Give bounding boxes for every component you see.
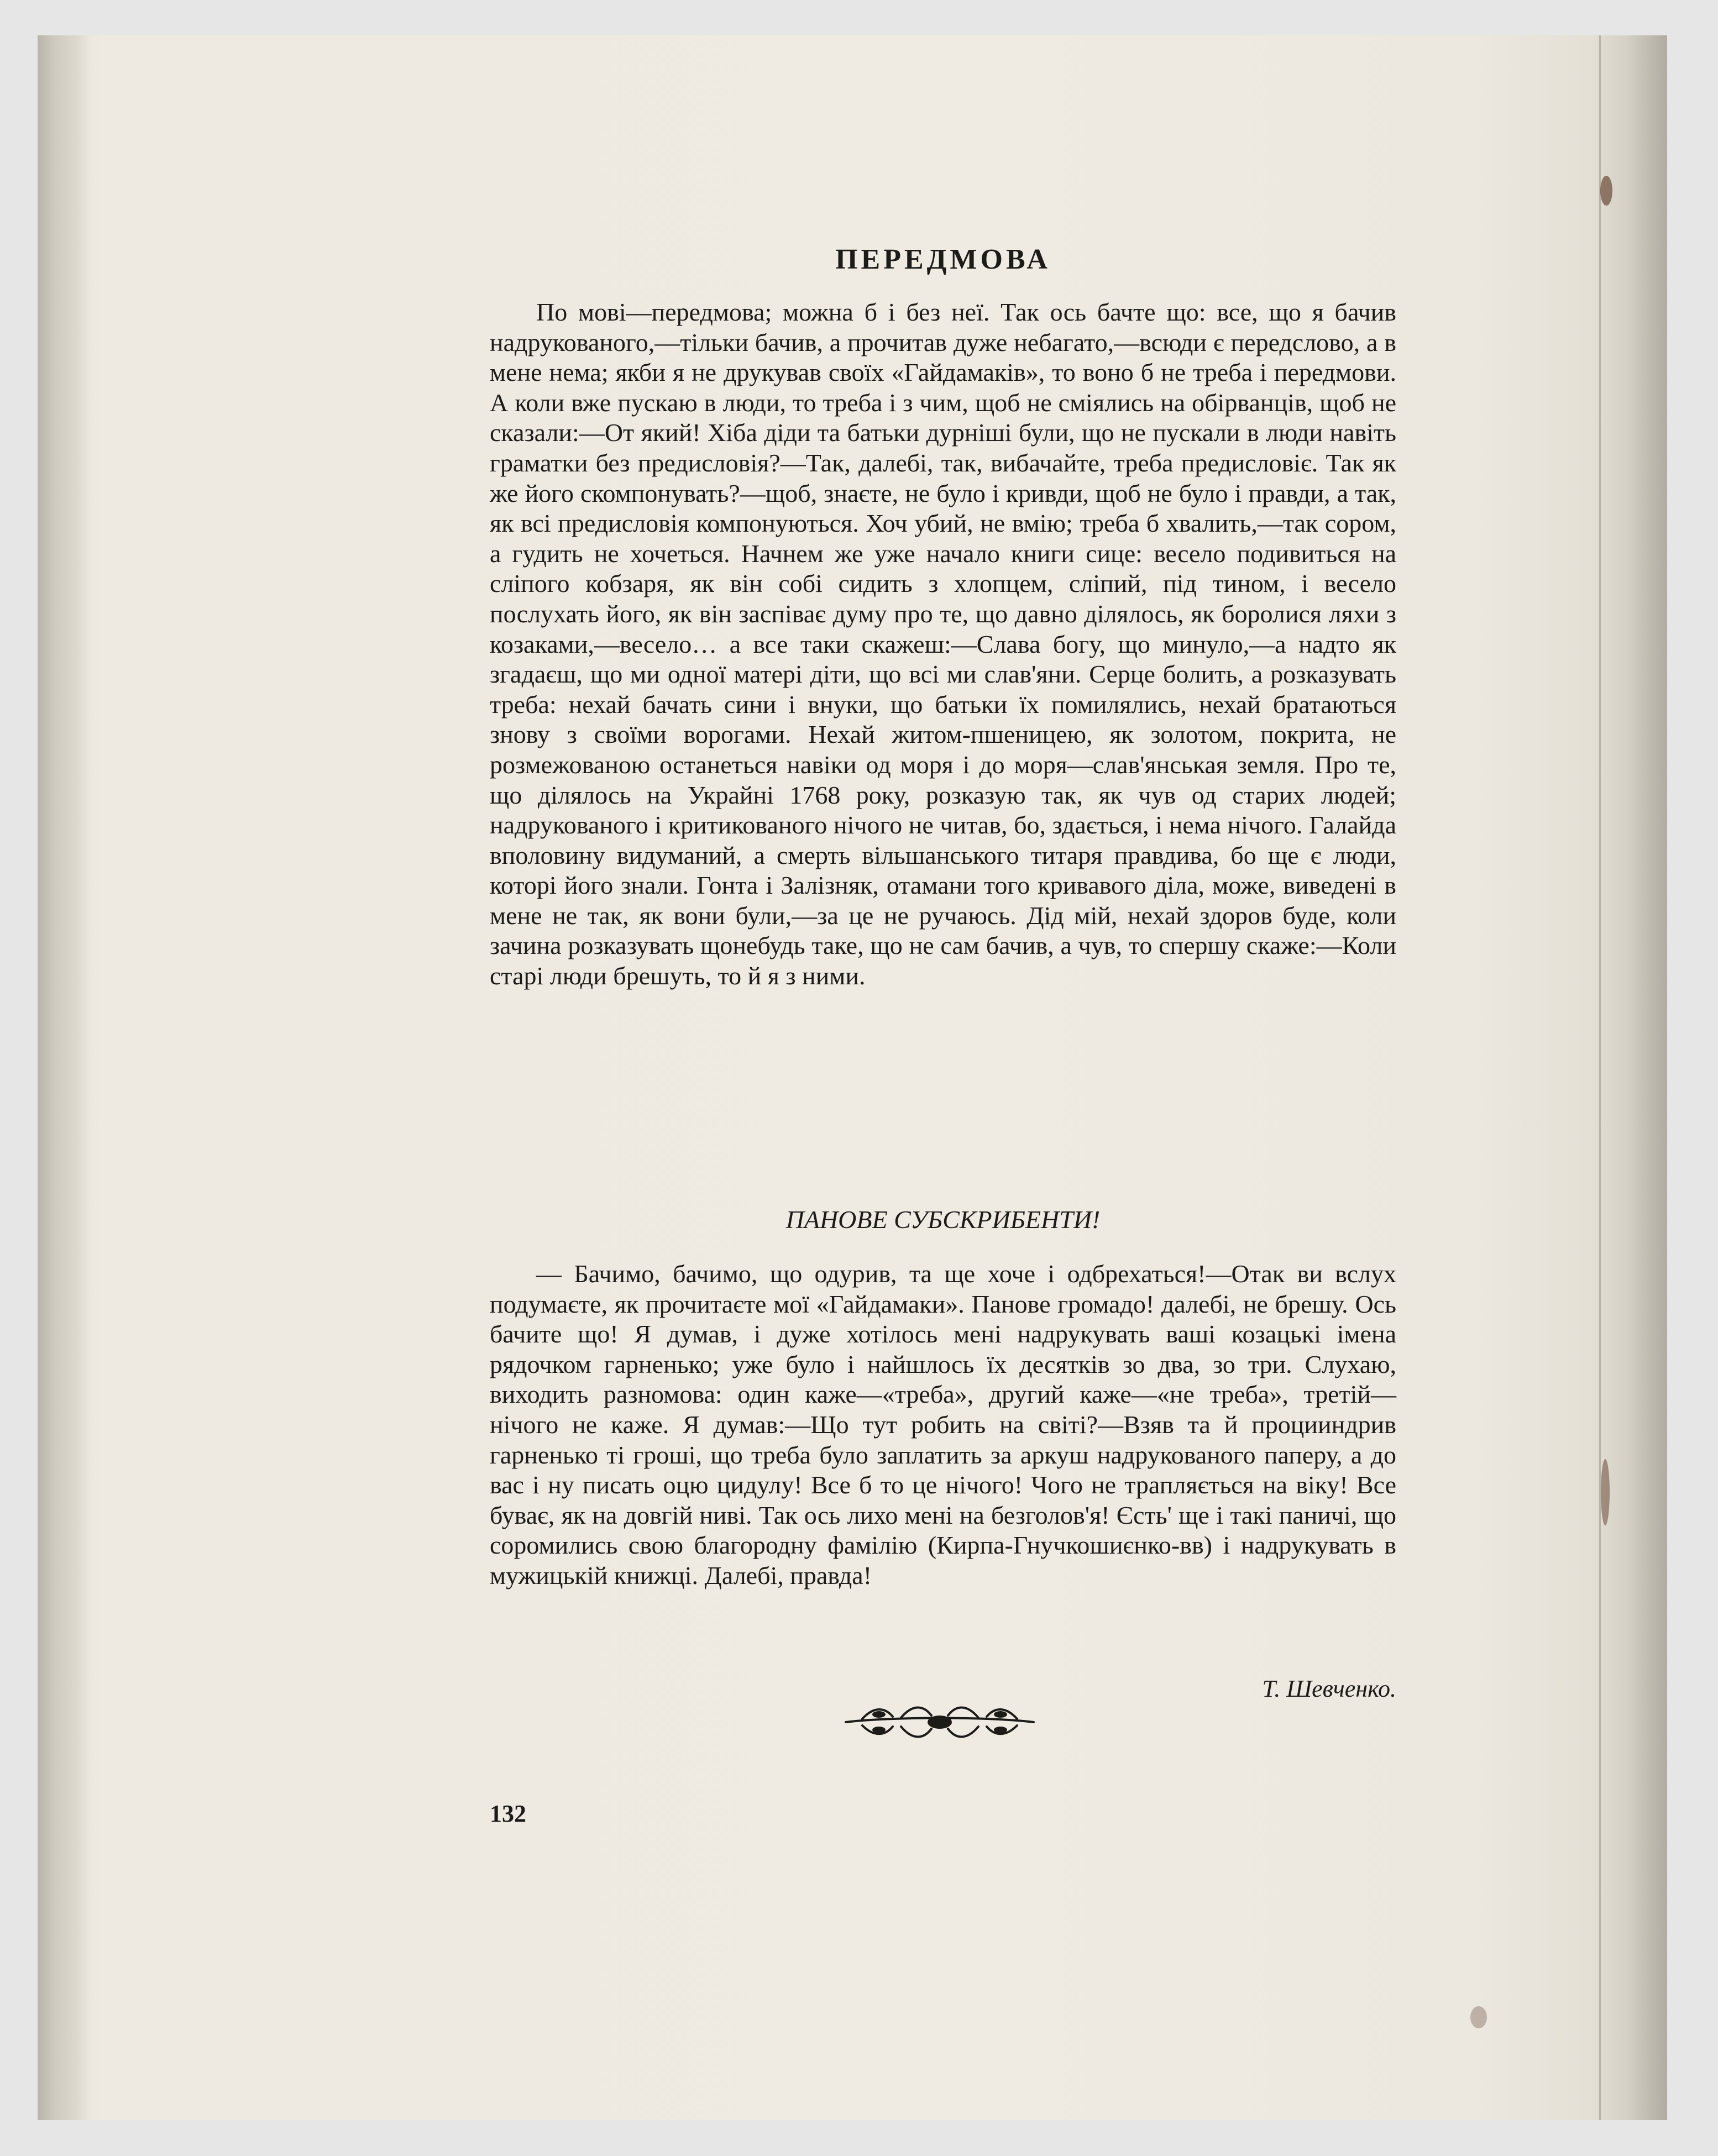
laurel-ornament-icon bbox=[840, 1690, 1039, 1751]
preface-paragraph: По мові—передмова; можна б і без неї. Так ось бачте що: все, що я бачив надрукованого,—тільки бачив, а прочитав дуже небагато,—всюди є передслово, а в мене нема; якби я не друкував своїх «Гайдамаків», то воно б не треба і передмови. А коли вже пускаю в люди, то треба і з чим, щоб не сміялись на обірванців, щоб не сказали:—От який! Хіба діди та батьки дурніші були, що не пускали в люди навіть граматки без предисловія?—Так, далебі, так, вибачайте, треба предисловіє. Так як же його скомпонувать?—щоб, знаєте, не було і кривди, щоб не було і правди, а так, як всі предисловія компонуються. Хоч убий, не вмію; треба б хвалить,—так сором, а гудить не хочеться. Начнем же уже начало книги сице: весело подивиться на сліпого кобзаря, як він собі сидить з хлопцем, сліпий, під тином, і весело послухать його, як він заспіває думу про те, що давно ділялось, як боролися ляхи з козаками,—весело… а все таки скажеш:—Слава богу, що минуло,—а надто як згадаєш, що ми одної матері діти, що всі ми слав'яни. Серце болить, а розказувать треба: нехай бачать сини і внуки, що батьки їх помилялись, нехай братаються знову з своїми ворогами. Нехай житом-пшеницею, як золотом, покрита, не розмежованою останеться навіки од моря і до моря—слав'янськая земля. Про те, що ділялось на Украйні 1768 року, розказую так, як чув од старих людей; надрукованого і критикованого нічого не читав, бо, здається, і нема нічого. Галайда вполовину видуманий, а смерть вільшанського титаря правдива, бо ще є люди, которі його знали. Гонта і Залізняк, отамани того кривавого діла, може, виведені в мене не так, як вони були,—за це не ручаюсь. Дід мій, нехай здоров буде, коли зачина розказувать щонебудь таке, що не сам бачив, а чув, то спершу скаже:—Коли старі люди брешуть, то й я з ними. bbox=[490, 298, 1396, 990]
foxing-spot bbox=[1470, 2006, 1487, 2028]
foxing-spot bbox=[1600, 176, 1612, 206]
subscribers-text bbox=[490, 1259, 1396, 1591]
page-left-edge-shadow bbox=[38, 35, 91, 2120]
page-title: ПЕРЕДМОВА bbox=[835, 244, 1051, 275]
foxing-spot bbox=[1601, 1459, 1610, 1525]
preface-text bbox=[490, 297, 1396, 992]
page-number: 132 bbox=[490, 1800, 526, 1827]
author-signature: Т. Шевченко. bbox=[1262, 1675, 1396, 1702]
subscribers-paragraph: — Бачимо, бачимо, що одурив, та ще хоче і одбрехаться!—Отак ви вслух подумаєте, як прочитаєте мої «Гайдамаки». Панове громадо! далебі, не брешу. Ось бачите що! Я думав, і дуже хотілось мені надрукувать ваші козацькі імена рядочком гарненько; уже було і найшлось їх десятків зо два, зо три. Слухаю, виходить разномова: один каже—«треба», другий каже—«не треба», третій—нічого не каже. Я думав:—Що тут робить на світі?—Взяв та й процииндрив гарненько ті гроші, що треба було заплатить за аркуш надрукованого паперу, а до вас і ну писать оцю цидулу! Все б то це нічого! Чого не трапляється на віку! Все буває, як на довгій ниві. Так ось лихо мені на безголов'я! Єсть' ще і такі паничі, що соромились свою благородну фамілію (Кирпа-Гнучкошиєнко-вв) і надрукувать в мужицькій книжці. Далебі, правда! bbox=[490, 1260, 1396, 1590]
page-right-edge-shadow bbox=[1592, 35, 1667, 2120]
section-subtitle: ПАНОВЕ СУБСКРИБЕНТИ! bbox=[785, 1205, 1101, 1234]
page-fold-line bbox=[1599, 35, 1601, 2120]
